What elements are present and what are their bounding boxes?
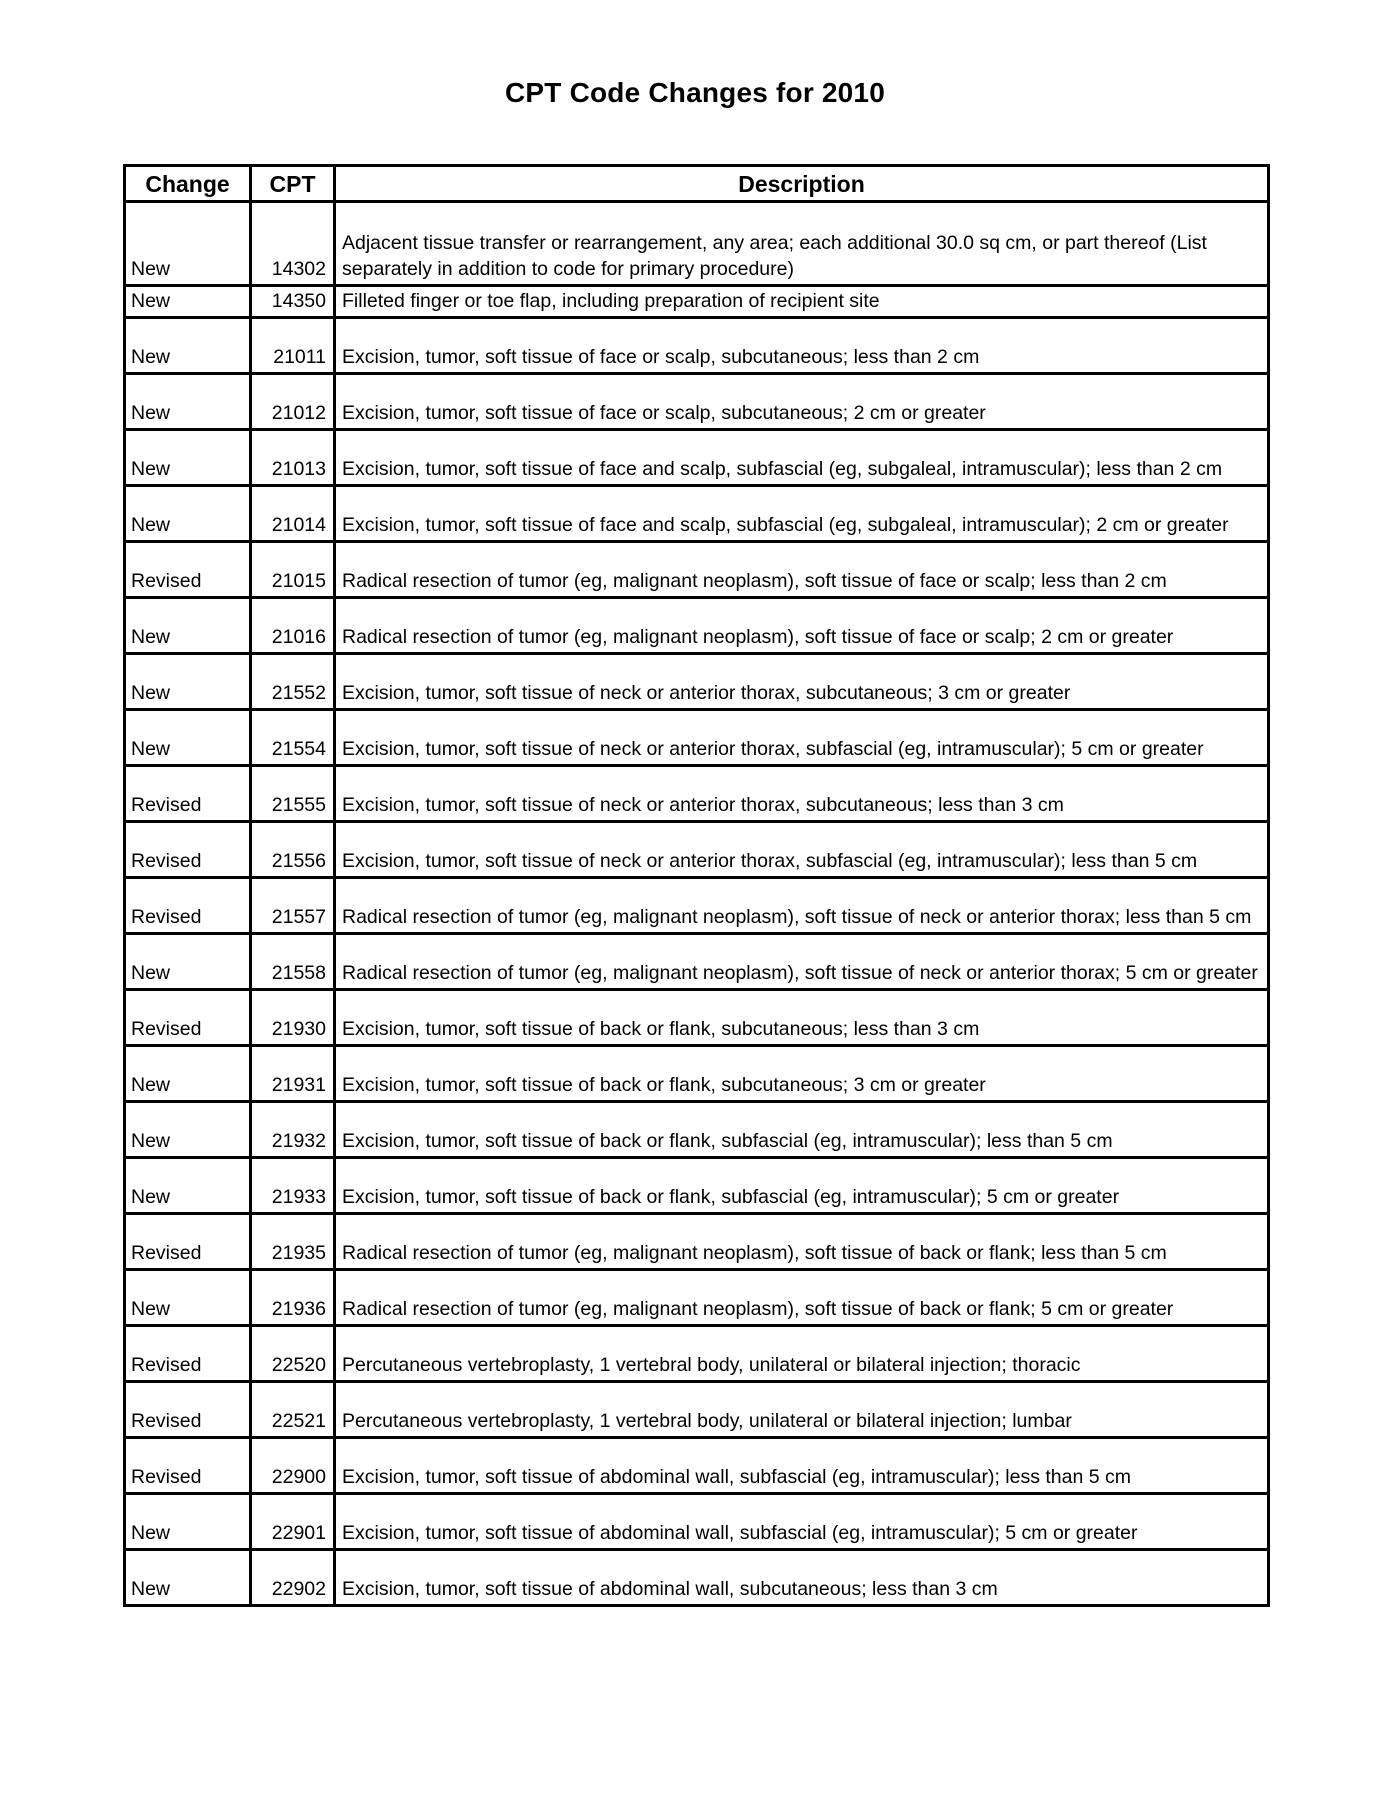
description-cell: Adjacent tissue transfer or rearrangement, any area; each additional 30.0 sq cm, or part thereof (List separately in addition to code for primary procedure) bbox=[335, 202, 1269, 286]
change-type-cell: Revised bbox=[125, 1382, 251, 1438]
change-type-cell: New bbox=[125, 710, 251, 766]
cpt-code-cell: 21552 bbox=[251, 654, 335, 710]
table-row bbox=[125, 766, 1269, 822]
cpt-code-cell: 22902 bbox=[251, 1550, 335, 1606]
cpt-code-cell: 14350 bbox=[251, 286, 335, 318]
table-row bbox=[125, 1102, 1269, 1158]
description-cell: Excision, tumor, soft tissue of abdominal wall, subfascial (eg, intramuscular); less than 5 cm bbox=[335, 1438, 1269, 1494]
document-page bbox=[123, 0, 1267, 1607]
table-row bbox=[125, 286, 1269, 318]
description-cell: Excision, tumor, soft tissue of back or flank, subfascial (eg, intramuscular); less than 5 cm bbox=[335, 1102, 1269, 1158]
table-row bbox=[125, 1326, 1269, 1382]
change-type-cell: New bbox=[125, 934, 251, 990]
change-type-cell: New bbox=[125, 654, 251, 710]
cpt-code-cell: 21556 bbox=[251, 822, 335, 878]
cpt-code-cell: 21557 bbox=[251, 878, 335, 934]
cpt-code-cell: 21558 bbox=[251, 934, 335, 990]
table-row bbox=[125, 1438, 1269, 1494]
table-row bbox=[125, 318, 1269, 374]
table-row bbox=[125, 1046, 1269, 1102]
table-row bbox=[125, 1158, 1269, 1214]
page-title: CPT Code Changes for 2010 bbox=[505, 77, 885, 108]
change-type-cell: New bbox=[125, 1158, 251, 1214]
description-cell: Radical resection of tumor (eg, malignant neoplasm), soft tissue of back or flank; less than 5 cm bbox=[335, 1214, 1269, 1270]
cpt-code-cell: 21932 bbox=[251, 1102, 335, 1158]
table-row bbox=[125, 1214, 1269, 1270]
table-row bbox=[125, 1270, 1269, 1326]
change-type-cell: New bbox=[125, 598, 251, 654]
cpt-code-cell: 22520 bbox=[251, 1326, 335, 1382]
change-type-cell: New bbox=[125, 486, 251, 542]
cpt-code-cell: 21555 bbox=[251, 766, 335, 822]
table-row bbox=[125, 598, 1269, 654]
description-cell: Radical resection of tumor (eg, malignant neoplasm), soft tissue of neck or anterior thorax; 5 cm or greater bbox=[335, 934, 1269, 990]
description-cell: Excision, tumor, soft tissue of face or scalp, subcutaneous; less than 2 cm bbox=[335, 318, 1269, 374]
change-type-cell: Revised bbox=[125, 1214, 251, 1270]
change-type-cell: Revised bbox=[125, 1438, 251, 1494]
description-cell: Excision, tumor, soft tissue of abdominal wall, subfascial (eg, intramuscular); 5 cm or greater bbox=[335, 1494, 1269, 1550]
table-row bbox=[125, 486, 1269, 542]
table-row bbox=[125, 934, 1269, 990]
cpt-code-cell: 21011 bbox=[251, 318, 335, 374]
description-cell: Percutaneous vertebroplasty, 1 vertebral body, unilateral or bilateral injection; lumbar bbox=[335, 1382, 1269, 1438]
table-row bbox=[125, 542, 1269, 598]
change-type-cell: New bbox=[125, 1270, 251, 1326]
table-row bbox=[125, 878, 1269, 934]
description-cell: Excision, tumor, soft tissue of neck or anterior thorax, subfascial (eg, intramuscular); less than 5 cm bbox=[335, 822, 1269, 878]
change-type-cell: Revised bbox=[125, 1326, 251, 1382]
table-row bbox=[125, 654, 1269, 710]
table-row bbox=[125, 430, 1269, 486]
change-type-cell: New bbox=[125, 374, 251, 430]
cpt-code-cell: 21935 bbox=[251, 1214, 335, 1270]
cpt-code-cell: 21930 bbox=[251, 990, 335, 1046]
change-type-cell: New bbox=[125, 1102, 251, 1158]
cpt-code-cell: 21012 bbox=[251, 374, 335, 430]
cpt-code-cell: 22901 bbox=[251, 1494, 335, 1550]
change-type-cell: New bbox=[125, 1046, 251, 1102]
column-header-cpt: CPT bbox=[251, 166, 335, 202]
cpt-code-cell: 21933 bbox=[251, 1158, 335, 1214]
cpt-code-cell: 21013 bbox=[251, 430, 335, 486]
description-cell: Radical resection of tumor (eg, malignant neoplasm), soft tissue of face or scalp; less than 2 cm bbox=[335, 542, 1269, 598]
description-cell: Percutaneous vertebroplasty, 1 vertebral body, unilateral or bilateral injection; thoracic bbox=[335, 1326, 1269, 1382]
cpt-code-cell: 14302 bbox=[251, 202, 335, 286]
description-cell: Radical resection of tumor (eg, malignant neoplasm), soft tissue of back or flank; 5 cm or greater bbox=[335, 1270, 1269, 1326]
change-type-cell: Revised bbox=[125, 766, 251, 822]
change-type-cell: New bbox=[125, 1494, 251, 1550]
description-cell: Excision, tumor, soft tissue of neck or anterior thorax, subcutaneous; less than 3 cm bbox=[335, 766, 1269, 822]
table-row bbox=[125, 1494, 1269, 1550]
description-cell: Excision, tumor, soft tissue of back or flank, subcutaneous; less than 3 cm bbox=[335, 990, 1269, 1046]
description-cell: Excision, tumor, soft tissue of neck or anterior thorax, subfascial (eg, intramuscular); 5 cm or greater bbox=[335, 710, 1269, 766]
description-cell: Excision, tumor, soft tissue of face and scalp, subfascial (eg, subgaleal, intramuscular); less than 2 cm bbox=[335, 430, 1269, 486]
change-type-cell: New bbox=[125, 430, 251, 486]
change-type-cell: Revised bbox=[125, 822, 251, 878]
change-type-cell: Revised bbox=[125, 990, 251, 1046]
cpt-code-cell: 21931 bbox=[251, 1046, 335, 1102]
change-type-cell: New bbox=[125, 1550, 251, 1606]
change-type-cell: New bbox=[125, 318, 251, 374]
table-row bbox=[125, 1550, 1269, 1606]
cpt-code-cell: 21014 bbox=[251, 486, 335, 542]
column-header-change: Change bbox=[125, 166, 251, 202]
column-header-description: Description bbox=[335, 166, 1269, 202]
cpt-code-cell: 21016 bbox=[251, 598, 335, 654]
change-type-cell: Revised bbox=[125, 542, 251, 598]
change-type-cell: New bbox=[125, 286, 251, 318]
description-cell: Excision, tumor, soft tissue of back or flank, subcutaneous; 3 cm or greater bbox=[335, 1046, 1269, 1102]
cpt-code-cell: 22521 bbox=[251, 1382, 335, 1438]
table-row bbox=[125, 202, 1269, 286]
cpt-code-cell: 21936 bbox=[251, 1270, 335, 1326]
table-row bbox=[125, 374, 1269, 430]
table-row bbox=[125, 990, 1269, 1046]
description-cell: Filleted finger or toe flap, including preparation of recipient site bbox=[335, 286, 1269, 318]
description-cell: Excision, tumor, soft tissue of face and scalp, subfascial (eg, subgaleal, intramuscular); 2 cm or greater bbox=[335, 486, 1269, 542]
cpt-code-cell: 21554 bbox=[251, 710, 335, 766]
table-row bbox=[125, 822, 1269, 878]
table-header bbox=[125, 166, 1269, 202]
description-cell: Radical resection of tumor (eg, malignant neoplasm), soft tissue of neck or anterior thorax; less than 5 cm bbox=[335, 878, 1269, 934]
change-type-cell: Revised bbox=[125, 878, 251, 934]
cpt-code-cell: 21015 bbox=[251, 542, 335, 598]
cpt-changes-table bbox=[123, 164, 1270, 1607]
cpt-code-cell: 22900 bbox=[251, 1438, 335, 1494]
description-cell: Excision, tumor, soft tissue of back or flank, subfascial (eg, intramuscular); 5 cm or greater bbox=[335, 1158, 1269, 1214]
description-cell: Radical resection of tumor (eg, malignant neoplasm), soft tissue of face or scalp; 2 cm or greater bbox=[335, 598, 1269, 654]
table-body bbox=[125, 202, 1269, 1606]
change-type-cell: New bbox=[125, 202, 251, 286]
table-row bbox=[125, 1382, 1269, 1438]
table-header-row bbox=[125, 166, 1269, 202]
description-cell: Excision, tumor, soft tissue of face or scalp, subcutaneous; 2 cm or greater bbox=[335, 374, 1269, 430]
description-cell: Excision, tumor, soft tissue of abdominal wall, subcutaneous; less than 3 cm bbox=[335, 1550, 1269, 1606]
description-cell: Excision, tumor, soft tissue of neck or anterior thorax, subcutaneous; 3 cm or greater bbox=[335, 654, 1269, 710]
table-row bbox=[125, 710, 1269, 766]
